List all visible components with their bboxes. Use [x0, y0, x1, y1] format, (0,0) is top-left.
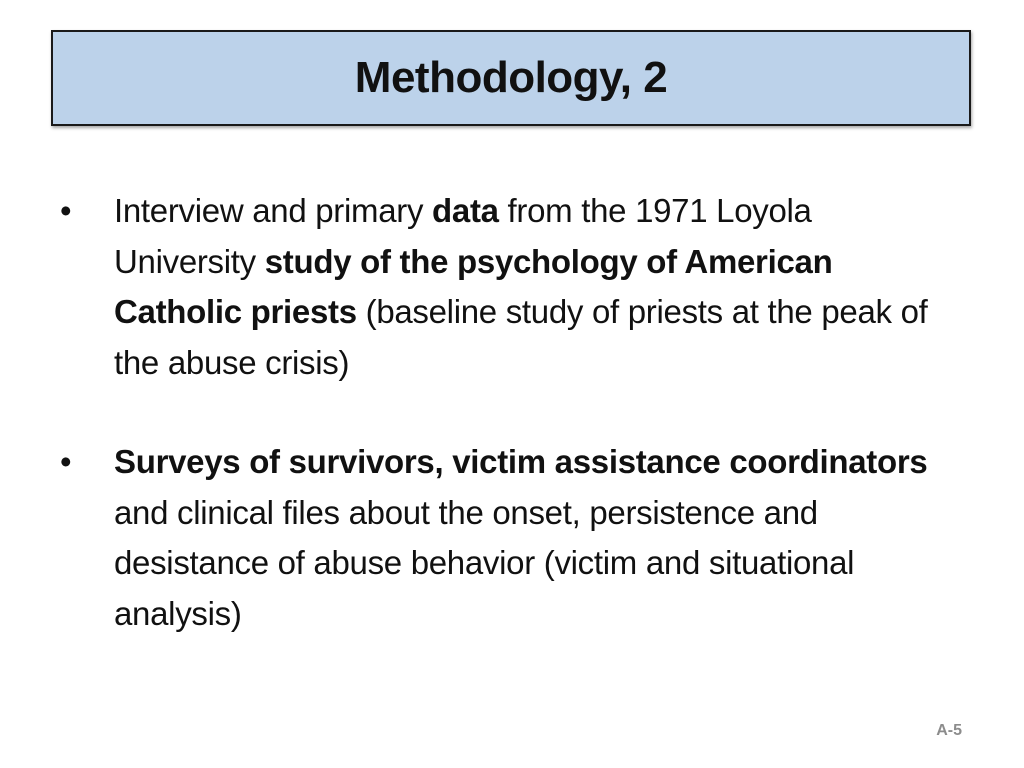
bullet-text: from the 1971 Loyola University [114, 192, 812, 280]
bullet-list [58, 186, 948, 639]
bullet-text-bold: data [432, 192, 499, 229]
bullet-text: and clinical files about the onset, persistence and desistance of abuse behavior (victim and situational analysis) [114, 493, 855, 632]
bullet-text: Interview and primary [114, 192, 433, 229]
page-number: A-5 [936, 722, 962, 739]
bullet-item [58, 437, 948, 639]
bullet-text-bold: Surveys of survivors, victim assistance coordinators [114, 443, 928, 480]
bullet-marker: • [60, 443, 72, 480]
bullet-marker: • [60, 192, 72, 229]
bullet-item [58, 186, 948, 388]
slide-title: Methodology, 2 [354, 53, 668, 102]
bullet-text: (baseline study of priests at the peak of the abuse crisis) [114, 293, 928, 381]
bullet-text-bold: study of the psychology of American Catholic priests [114, 242, 833, 330]
title-banner [51, 30, 971, 126]
